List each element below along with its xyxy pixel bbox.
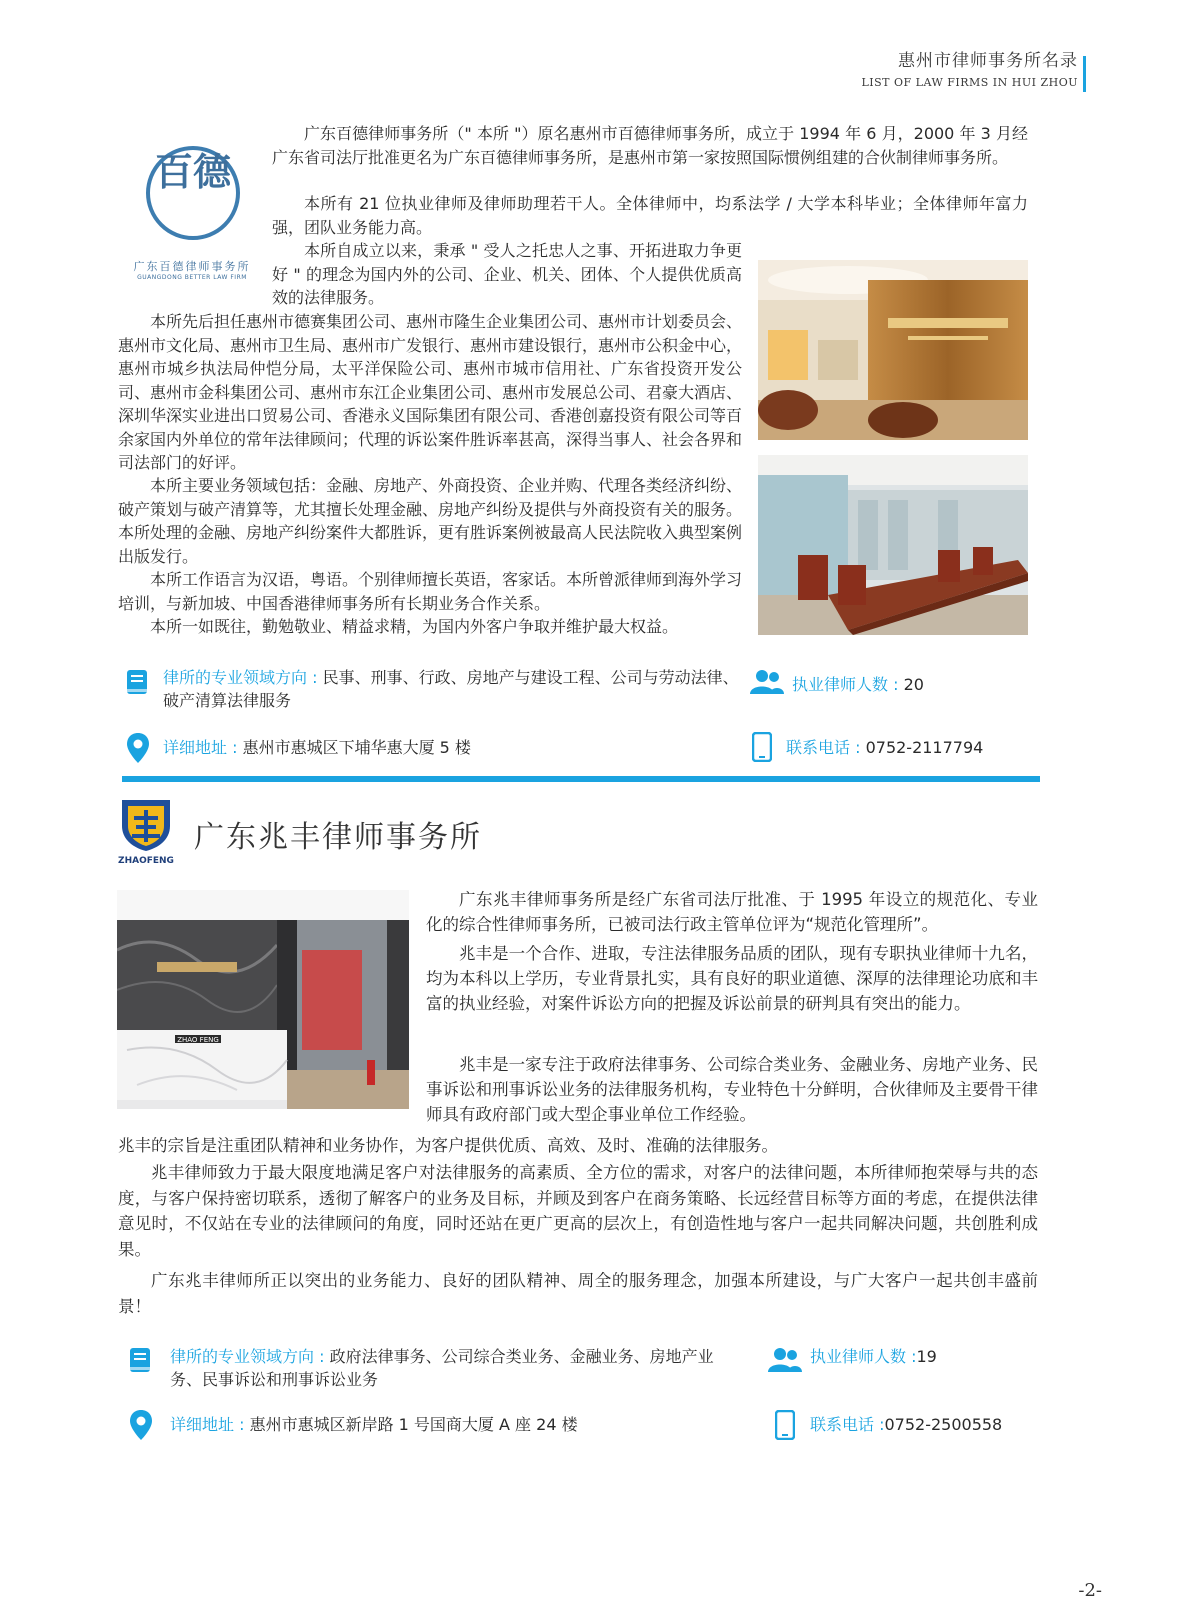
firm1-paragraph-1: 广东百德律师事务所（" 本所 "）原名惠州市百德律师事务所，成立于 1994 年 6 月，2000 年 3 月经广东省司法厅批准更名为广东百德律师事务所，是惠州市第一家按照国际惯例组建的合伙制律师事务所。 — [272, 124, 1028, 167]
firm1-reception-photo — [758, 260, 1028, 440]
firm2-paragraph-1: 广东兆丰律师事务所是经广东省司法厅批准、于 1995 年设立的规范化、专业化的综合性律师事务所，已被司法行政主管单位评为“规范化管理所”。 — [426, 890, 1038, 934]
firm2-paragraph-3: 兆丰是一家专注于政府法律事务、公司综合类业务、金融业务、房地产业务、民事诉讼和刑事诉讼业务的法律服务机构，专业特色十分鲜明，合伙律师及主要骨干律师具有政府部门或大型企事业单位工作经验。 — [426, 1055, 1038, 1124]
firm2-paragraph-5: 兆丰律师致力于最大限度地满足客户对法律服务的高素质、全方位的需求，对客户的法律问题，本所律师抱荣辱与共的态度，与客户保持密切联系，透彻了解客户的业务及目标，并顾及到客户在商务策略、长远经营目标等方面的考虑，在提供法律意见时，不仅站在专业的法律顾问的角度，同时还站在更广更高的层次上，有创造性地与客户一起共同解决问题，共创胜利成果。 — [118, 1163, 1038, 1259]
firm2-paragraph-6: 广东兆丰律师所正以突出的业务能力、良好的团队精神、周全的服务理念，加强本所建设，与广大客户一起共创丰盛前景！ — [118, 1271, 1038, 1316]
firm1-paragraph-3: 本所自成立以来，秉承 " 受人之托忠人之事、开拓进取力争更好 " 的理念为国内外的公司、企业、机关、团体、个人提供优质高效的法律服务。 — [272, 241, 742, 307]
address-label: 详细地址 : — [163, 738, 243, 757]
phone-value: 0752-2117794 — [865, 738, 984, 757]
phone-icon — [775, 1410, 795, 1440]
location-pin-icon — [127, 733, 149, 763]
header-title-en: LIST OF LAW FIRMS IN HUI ZHOU — [861, 76, 1078, 89]
firm2-address — [170, 1413, 578, 1436]
firm1-lawyer-count — [792, 673, 924, 696]
firm1-paragraph-4: 本所先后担任惠州市德赛集团公司、惠州市隆生企业集团公司、惠州市计划委员会、惠州市文化局、惠州市卫生局、惠州市广发银行、惠州市建设银行，惠州市公积金中心，惠州市城乡执法局仲恺分局，太平洋保险公司、惠州市城市信用社、广东省投资开发公司、惠州市金科集团公司、惠州市东江企业集团公司、惠州市发展总公司、君豪大酒店、深圳华深实业进出口贸易公司、香港永义国际集团有限公司、香港创嘉投资有限公司等百余家国内外单位的常年法律顾问；代理的诉讼案件胜诉率甚高，深得当事人、社会各界和司法部门的好评。 — [118, 312, 743, 472]
practice-areas-label: 律所的专业领域方向 : — [163, 668, 323, 687]
logo-mark: 百德 — [154, 149, 231, 194]
lawyers-icon — [750, 668, 784, 696]
phone-label: 联系电话 : — [810, 1415, 885, 1434]
lawyer-count-label: 执业律师人数 : — [792, 675, 904, 694]
address-value: 惠州市惠城区下埔华惠大厦 5 楼 — [242, 738, 471, 757]
section-divider — [122, 776, 1040, 782]
header-accent-bar — [1083, 56, 1086, 92]
phone-icon — [752, 732, 772, 762]
lawyer-count-value: 19 — [916, 1347, 937, 1366]
firm2-paragraph-2: 兆丰是一个合作、进取，专注法律服务品质的团队，现有专职执业律师十九名，均为本科以上学历，专业背景扎实，具有良好的职业道德、深厚的法律理论功底和丰富的执业经验，对案件诉讼方向的把握及诉讼前景的研判具有突出的能力。 — [426, 944, 1038, 1013]
firm1-paragraph-2: 本所有 21 位执业律师及律师助理若干人。全体律师中，均系法学 / 大学本科毕业；全体律师年富力强，团队业务能力高。 — [272, 194, 1028, 237]
book-icon — [127, 1346, 153, 1374]
firm2-logo-text: ZHAOFENG — [118, 856, 174, 866]
firm2-paragraph-4: 兆丰的宗旨是注重团队精神和业务协作，为客户提供优质、高效、及时、准确的法律服务。 — [118, 1136, 778, 1155]
shield-icon — [118, 798, 174, 852]
firm2-logo — [116, 798, 176, 870]
phone-label: 联系电话 : — [786, 738, 866, 757]
firm1-address — [163, 736, 471, 759]
firm2-reception-photo — [117, 890, 409, 1109]
lawyers-icon — [768, 1346, 802, 1374]
firm1-practice-areas — [163, 666, 743, 712]
firm1-paragraph-6: 本所工作语言为汉语，粤语。个别律师擅长英语，客家话。本所曾派律师到海外学习培训，与新加坡、中国香港律师事务所有长期业务合作关系。 — [118, 570, 743, 613]
lawyer-count-value: 20 — [903, 675, 924, 694]
firm1-meeting-room-photo — [758, 455, 1028, 635]
location-pin-icon — [130, 1410, 152, 1440]
firm1-logo — [122, 138, 262, 283]
practice-areas-label: 律所的专业领域方向 : — [170, 1347, 330, 1366]
firm2-lawyer-count — [810, 1345, 937, 1368]
firm1-paragraph-7: 本所一如既往，勤勉敬业、精益求精，为国内外客户争取并维护最大权益。 — [150, 617, 679, 636]
photo-sign-text: ZHAO FENG — [177, 1036, 219, 1044]
phone-value: 0752-2500558 — [884, 1415, 1003, 1434]
header-title-cn: 惠州市律师事务所名录 — [898, 51, 1078, 71]
practice-areas-value: 政府法律事务、公司综合类业务、金融业务、房地产业务、民事诉讼和刑事诉讼业务 — [170, 1347, 714, 1389]
firm2-title: 广东兆丰律师事务所 — [194, 820, 482, 855]
address-value: 惠州市惠城区新岸路 1 号国商大厦 A 座 24 楼 — [249, 1415, 578, 1434]
logo-name-cn: 广东百德律师事务所 — [133, 260, 251, 273]
lawyer-count-label: 执业律师人数 : — [810, 1347, 917, 1366]
firm1-phone — [786, 736, 983, 759]
firm1-paragraph-5: 本所主要业务领域包括：金融、房地产、外商投资、企业并购、代理各类经济纠纷、破产策划与破产清算等，尤其擅长处理金融、房地产纠纷及提供与外商投资有关的服务。本所处理的金融、房地产纠纷案件大都胜诉，更有胜诉案例被最高人民法院收入典型案例出版发行。 — [118, 476, 743, 566]
firm2-practice-areas — [170, 1345, 720, 1391]
address-label: 详细地址 : — [170, 1415, 250, 1434]
practice-areas-value: 民事、刑事、行政、房地产与建设工程、公司与劳动法律、破产清算法律服务 — [163, 668, 739, 710]
page-number: -2- — [1078, 1580, 1102, 1601]
book-icon — [124, 668, 150, 696]
firm2-phone — [810, 1413, 1002, 1436]
logo-name-en: GUANGDONG BETTER LAW FIRM — [137, 274, 247, 281]
